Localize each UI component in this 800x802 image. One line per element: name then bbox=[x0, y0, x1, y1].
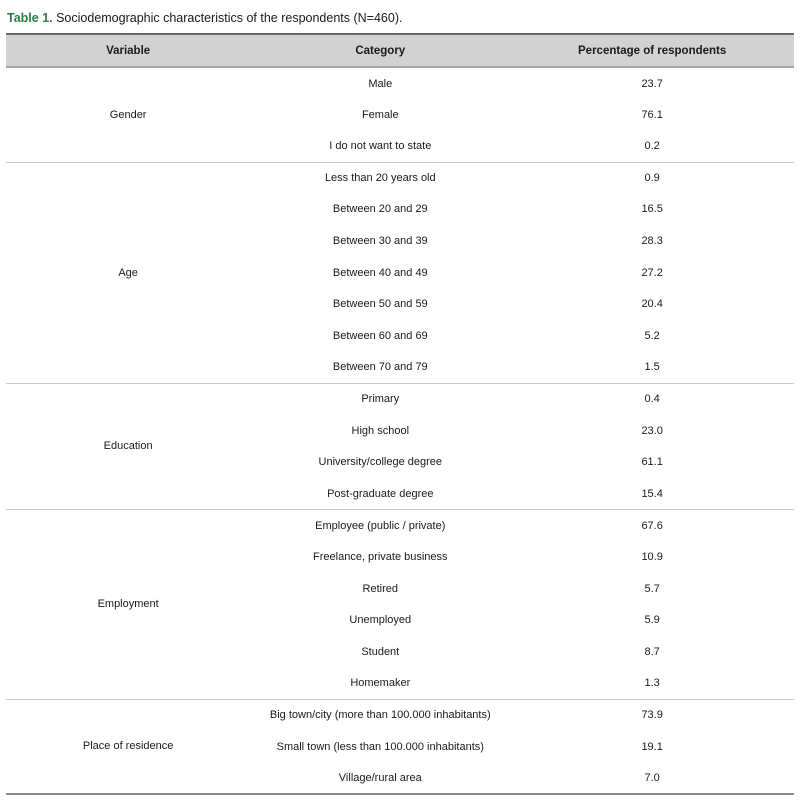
category-cell: Retired bbox=[362, 582, 399, 595]
category-cell: Between 40 and 49 bbox=[332, 266, 428, 279]
percentage-cell: 23.0 bbox=[641, 424, 663, 437]
percentage-cell: 16.5 bbox=[641, 203, 663, 216]
category-cell: Small town (less than 100.000 inhabitants) bbox=[276, 740, 484, 753]
percentage-cell: 5.7 bbox=[644, 582, 660, 595]
category-cell: Between 20 and 29 bbox=[332, 203, 428, 216]
table-row bbox=[6, 67, 794, 99]
percentage-cell: 19.1 bbox=[641, 740, 663, 753]
variable-cell: Place of residence bbox=[6, 699, 250, 794]
percentage-cell: 0.2 bbox=[644, 139, 660, 152]
category-cell: Unemployed bbox=[349, 614, 412, 627]
percentage-cell: 1.5 bbox=[644, 361, 660, 374]
percentage-cell: 27.2 bbox=[641, 266, 663, 279]
category-cell: University/college degree bbox=[318, 456, 443, 469]
percentage-cell: 76.1 bbox=[641, 108, 663, 121]
category-cell: Less than 20 years old bbox=[250, 162, 510, 194]
percentage-cell: 0.9 bbox=[510, 162, 794, 194]
percentage-cell: 73.9 bbox=[510, 699, 794, 731]
percentage-cell: 10.9 bbox=[641, 550, 663, 563]
percentage-cell: 28.3 bbox=[641, 235, 663, 248]
category-cell: Employee (public / private) bbox=[250, 510, 510, 542]
header-category: Category bbox=[250, 34, 510, 67]
header-percentage: Percentage of respondents bbox=[510, 34, 794, 67]
category-cell: Between 60 and 69 bbox=[332, 329, 428, 342]
percentage-cell: 15.4 bbox=[641, 487, 663, 500]
percentage-cell: 5.9 bbox=[644, 614, 660, 627]
table-caption-text: Sociodemographic characteristics of the respondents (N=460). bbox=[52, 11, 403, 25]
category-cell: Village/rural area bbox=[338, 771, 422, 784]
category-cell: I do not want to state bbox=[329, 139, 432, 152]
header-variable: Variable bbox=[6, 34, 250, 67]
table-row bbox=[6, 383, 794, 415]
sociodemographic-table bbox=[6, 33, 794, 795]
percentage-cell: 23.7 bbox=[641, 77, 663, 90]
variable-cell: Age bbox=[6, 162, 250, 383]
table-caption-label: Table 1. bbox=[7, 11, 53, 25]
percentage-cell: 1.3 bbox=[644, 677, 660, 690]
category-cell: Homemaker bbox=[350, 677, 411, 690]
category-cell: Between 30 and 39 bbox=[332, 235, 428, 248]
table-row bbox=[6, 699, 794, 731]
header-row bbox=[6, 34, 794, 67]
variable-cell: Gender bbox=[109, 108, 147, 121]
table-body bbox=[6, 67, 794, 794]
category-cell: Primary bbox=[250, 383, 510, 415]
category-cell: Between 50 and 59 bbox=[332, 298, 428, 311]
percentage-cell: 8.7 bbox=[644, 645, 660, 658]
category-cell: Freelance, private business bbox=[313, 550, 448, 563]
percentage-cell: 7.0 bbox=[644, 771, 660, 784]
percentage-cell: 0.4 bbox=[510, 383, 794, 415]
category-cell: High school bbox=[351, 424, 410, 437]
percentage-cell: 61.1 bbox=[641, 456, 663, 469]
percentage-cell: 20.4 bbox=[641, 298, 663, 311]
percentage-cell: 67.6 bbox=[510, 510, 794, 542]
variable-cell: Education bbox=[6, 383, 250, 509]
table-caption bbox=[7, 10, 794, 26]
category-cell: Post-graduate degree bbox=[327, 487, 434, 500]
variable-cell: Employment bbox=[6, 510, 250, 700]
table-row bbox=[6, 162, 794, 194]
percentage-cell: 5.2 bbox=[644, 329, 660, 342]
table-row bbox=[6, 510, 794, 542]
table-header bbox=[6, 34, 794, 67]
category-cell: Big town/city (more than 100.000 inhabitants) bbox=[250, 699, 510, 731]
category-cell: Female bbox=[361, 108, 399, 121]
category-cell: Between 70 and 79 bbox=[332, 361, 428, 374]
category-cell: Student bbox=[361, 645, 400, 658]
category-cell: Male bbox=[368, 77, 393, 90]
